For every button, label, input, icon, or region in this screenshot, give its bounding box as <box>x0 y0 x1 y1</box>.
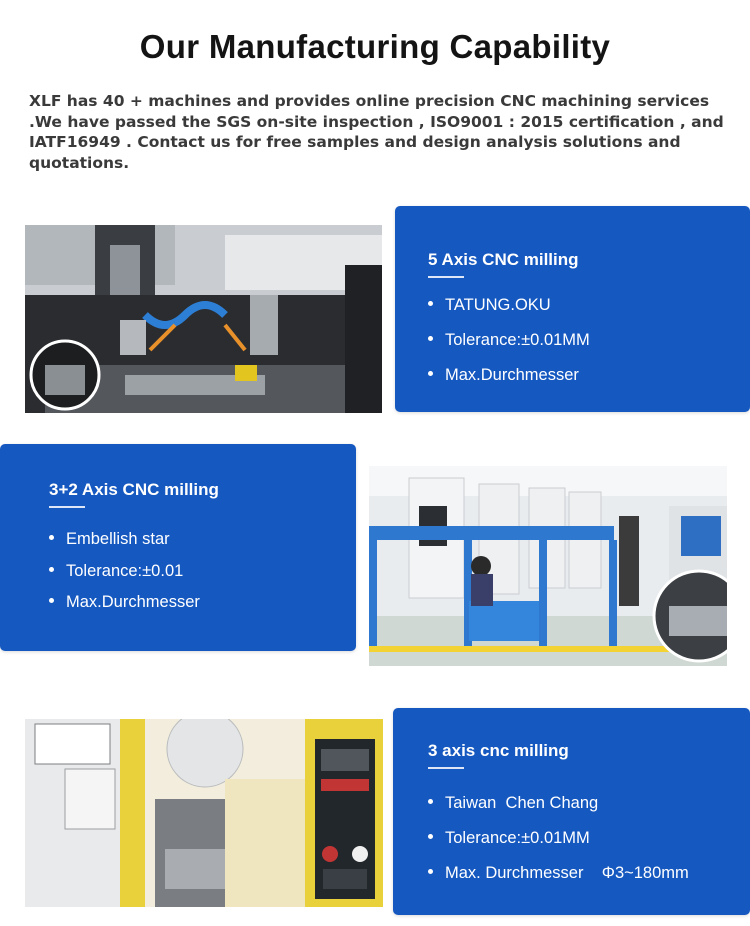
list-item: Max.Durchmesser <box>49 587 200 618</box>
three-plus-two-axis-title-underline <box>49 506 85 508</box>
three-axis-title: 3 axis cnc milling <box>428 741 569 760</box>
three-plus-two-axis-panel <box>0 444 356 651</box>
list-item: Embellish star <box>49 522 200 556</box>
bullet-icon <box>428 336 433 341</box>
three-plus-two-axis-title: 3+2 Axis CNC milling <box>49 480 219 499</box>
bullet-icon <box>428 869 433 874</box>
three-axis-panel <box>393 708 750 915</box>
bullet-icon <box>49 598 54 603</box>
list-item: Tolerance:±0.01MM <box>428 323 590 358</box>
three-plus-two-axis-list <box>49 522 200 618</box>
bullet-icon <box>428 799 433 804</box>
three-axis-title-underline <box>428 767 464 769</box>
list-item: Taiwan Chen Chang <box>428 786 689 821</box>
page-title: Our Manufacturing Capability <box>139 28 611 65</box>
bullet-icon <box>49 535 54 540</box>
list-item: Max.Durchmesser <box>428 358 590 393</box>
five-axis-panel <box>395 206 750 412</box>
list-item: Max. Durchmesser Φ3~180mm <box>428 856 689 891</box>
bullet-icon <box>49 567 54 572</box>
list-item: Tolerance:±0.01MM <box>428 821 689 856</box>
list-item: Tolerance:±0.01 <box>49 556 200 587</box>
intro-paragraph: XLF has 40 + machines and provides online precision CNC machining services .We have passed the SGS on-site inspection , ISO9001 : 2015 certification , and IATF16949 . Contact us for free samples and design analysis solutions and quotations. <box>29 92 724 172</box>
workshop-photo <box>369 466 727 666</box>
bullet-icon <box>428 371 433 376</box>
five-axis-list <box>428 288 590 393</box>
bullet-icon <box>428 301 433 306</box>
three-axis-machine-photo <box>25 719 383 907</box>
five-axis-title: 5 Axis CNC milling <box>428 250 579 269</box>
list-item: TATUNG.OKU <box>428 288 590 323</box>
five-axis-machine-photo <box>25 225 382 413</box>
three-axis-list <box>428 786 689 891</box>
bullet-icon <box>428 834 433 839</box>
five-axis-title-underline <box>428 276 464 278</box>
